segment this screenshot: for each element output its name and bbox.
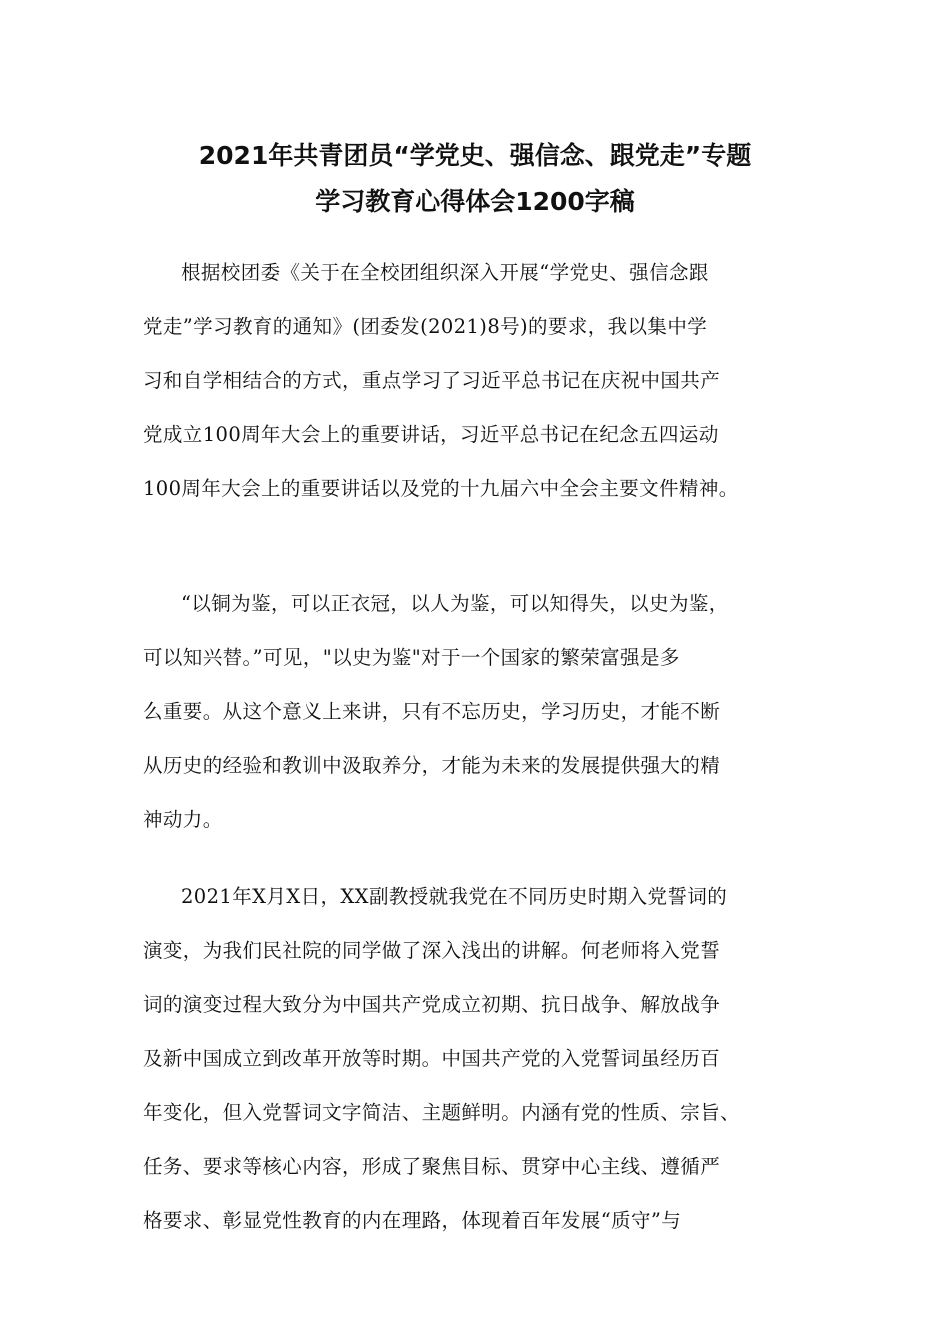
paragraph-line: 从历史的经验和教训中汲取养分，才能为未来的发展提供强大的精 — [143, 754, 721, 777]
paragraph-line: 任务、要求等核心内容，形成了聚焦目标、贯穿中心主线、遵循严 — [143, 1155, 721, 1178]
paragraph-2 — [143, 577, 823, 847]
paragraph-line: 及新中国成立到改革开放等时期。中国共产党的入党誓词虽经历百 — [143, 1047, 721, 1070]
paragraph-line: 么重要。从这个意义上来讲，只有不忘历史，学习历史，才能不断 — [143, 700, 721, 723]
paragraph-line: 100周年大会上的重要讲话以及党的十九届六中全会主要文件精神。 — [143, 477, 739, 500]
paragraph-3 — [143, 870, 823, 1248]
document-title-line-2: 学习教育心得体会1200字稿 — [315, 187, 635, 216]
paragraph-line: “以铜为鉴，可以正衣冠，以人为鉴，可以知得失，以史为鉴， — [181, 592, 729, 615]
paragraph-line: 格要求、彰显党性教育的内在理路，体现着百年发展“质守”与 — [143, 1209, 682, 1232]
paragraph-line: 演变，为我们民社院的同学做了深入浅出的讲解。何老师将入党誓 — [143, 939, 721, 962]
paragraph-1 — [143, 246, 823, 516]
paragraph-line: 2021年X月X日，XX副教授就我党在不同历史时期入党誓词的 — [181, 885, 728, 908]
paragraph-line: 可以知兴替。”可见，"以史为鉴"对于一个国家的繁荣富强是多 — [143, 646, 680, 669]
paragraph-line: 习和自学相结合的方式，重点学习了习近平总书记在庆祝中国共产 — [143, 369, 721, 392]
paragraph-line: 神动力。 — [143, 808, 223, 831]
paragraph-line: 根据校团委《关于在全校团组织深入开展“学党史、强信念跟 — [181, 261, 709, 284]
document-title-line-1: 2021年共青团员“学党史、强信念、跟党走”专题 — [198, 141, 752, 170]
paragraph-line: 党走”学习教育的通知》(团委发(2021)8号)的要求，我以集中学 — [143, 315, 708, 338]
paragraph-line: 年变化，但入党誓词文字简洁、主题鲜明。内涵有党的性质、宗旨、 — [143, 1101, 741, 1124]
paragraph-line: 党成立100周年大会上的重要讲话，习近平总书记在纪念五四运动 — [143, 423, 719, 446]
paragraph-line: 词的演变过程大致分为中国共产党成立初期、抗日战争、解放战争 — [143, 993, 721, 1016]
